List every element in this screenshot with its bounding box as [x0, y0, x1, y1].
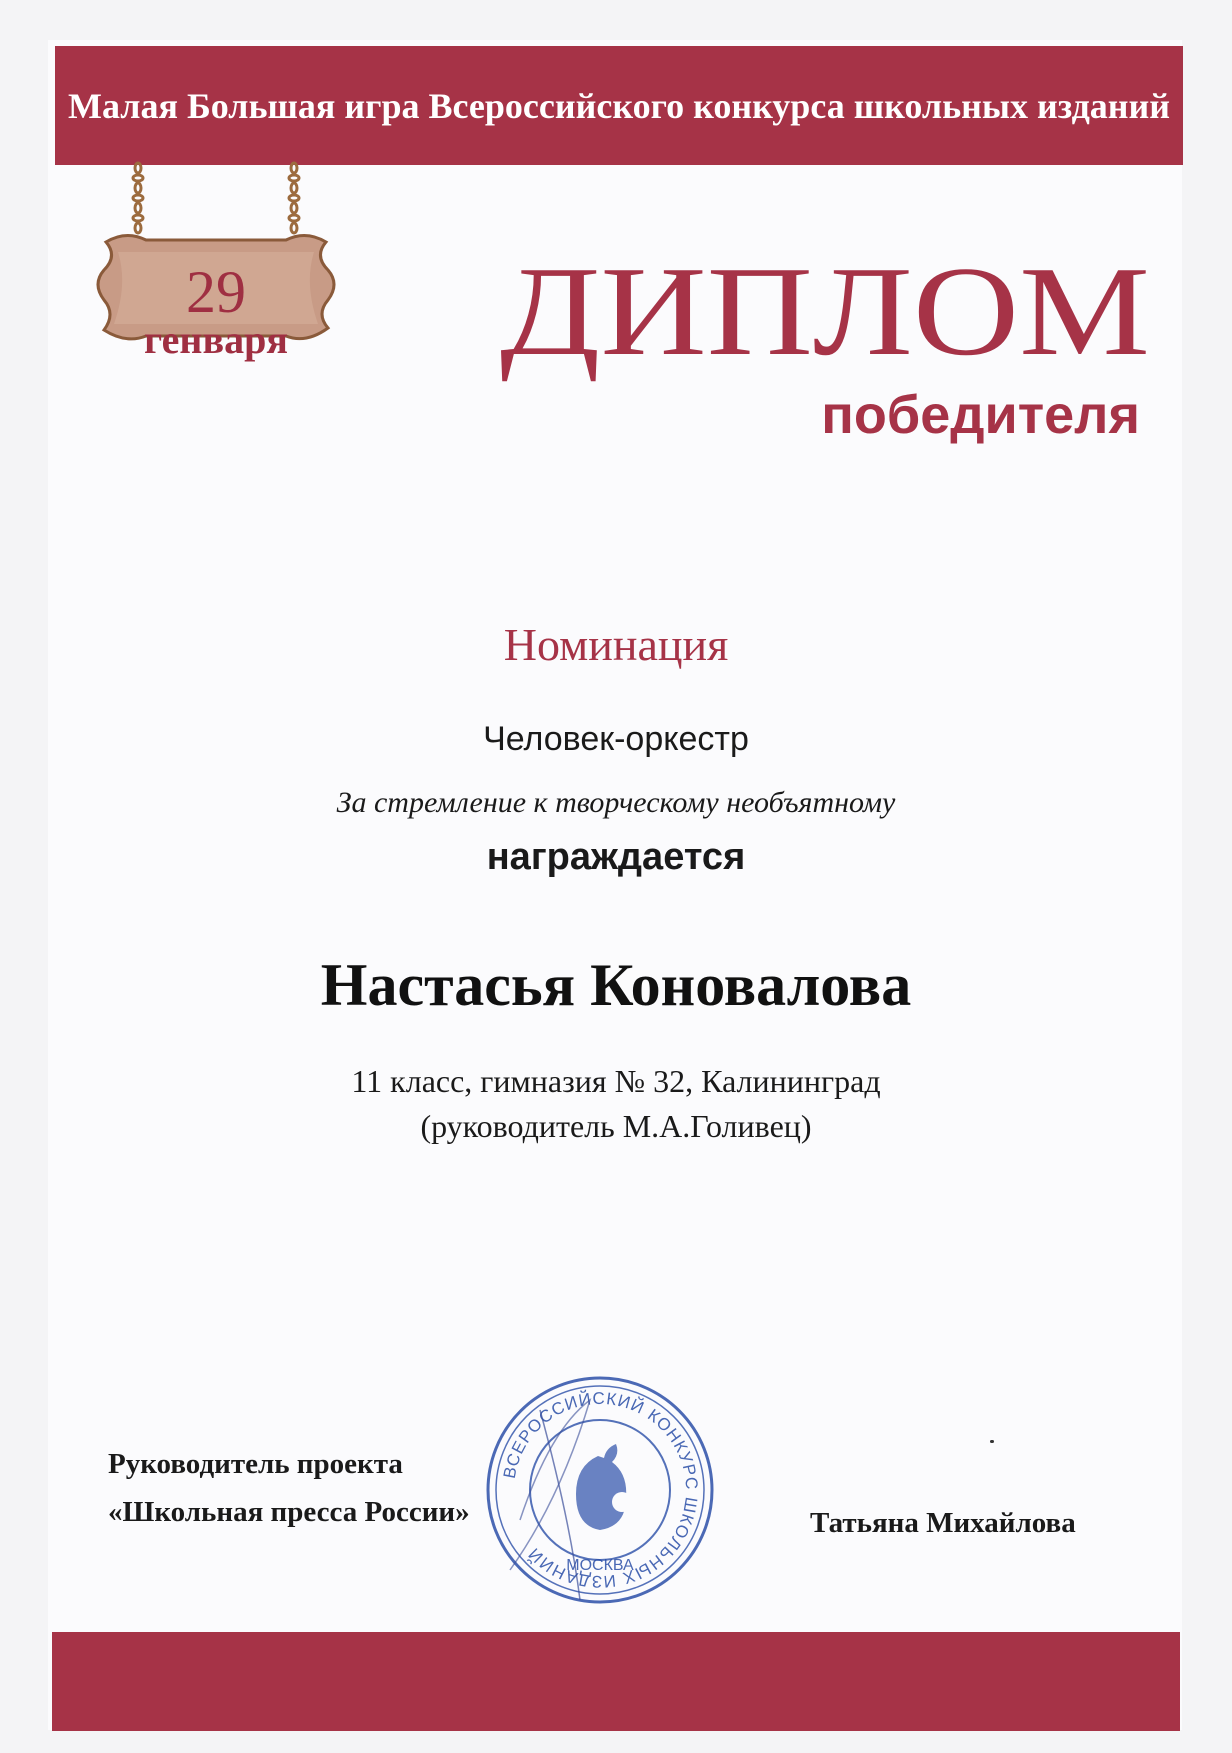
recipient-name: Настасья Коновалова	[320, 952, 912, 1018]
diploma-subtitle: победителя	[821, 385, 1140, 445]
awarded-label: награждается	[486, 836, 746, 878]
nomination-label: Номинация	[503, 619, 729, 670]
footer-band	[52, 1632, 1180, 1731]
diploma-title-text: ДИПЛОМ	[500, 240, 1150, 382]
sign-month: генваря	[144, 317, 288, 362]
stamp-city: МОСКВА	[566, 1557, 634, 1574]
signer-role-line2: «Школьная пресса России»	[108, 1496, 470, 1528]
nomination-category: Человек-оркестр	[483, 720, 749, 758]
recipient-supervisor: (руководитель М.А.Голивец)	[420, 1108, 812, 1144]
stamp-ring-text: ВСЕРОССИЙСКИЙ КОНКУРС ШКОЛЬНЫХ ИЗДАНИЙ	[499, 1388, 702, 1592]
sign-day: 29	[186, 259, 246, 325]
signer-role-line1: Руководитель проекта	[108, 1448, 403, 1480]
recipient-details: 11 класс, гимназия № 32, Калининград	[351, 1063, 881, 1099]
signer-name: Татьяна Михайлова	[810, 1507, 1076, 1539]
header-banner-text: Малая Большая игра Всероссийского конкурса школьных изданий	[67, 85, 1171, 126]
paper-speck	[990, 1440, 994, 1443]
stamp-seal-icon	[480, 1370, 720, 1610]
diploma-title	[500, 236, 1160, 396]
award-reason: За стремление к творческому необъятному	[336, 786, 896, 819]
